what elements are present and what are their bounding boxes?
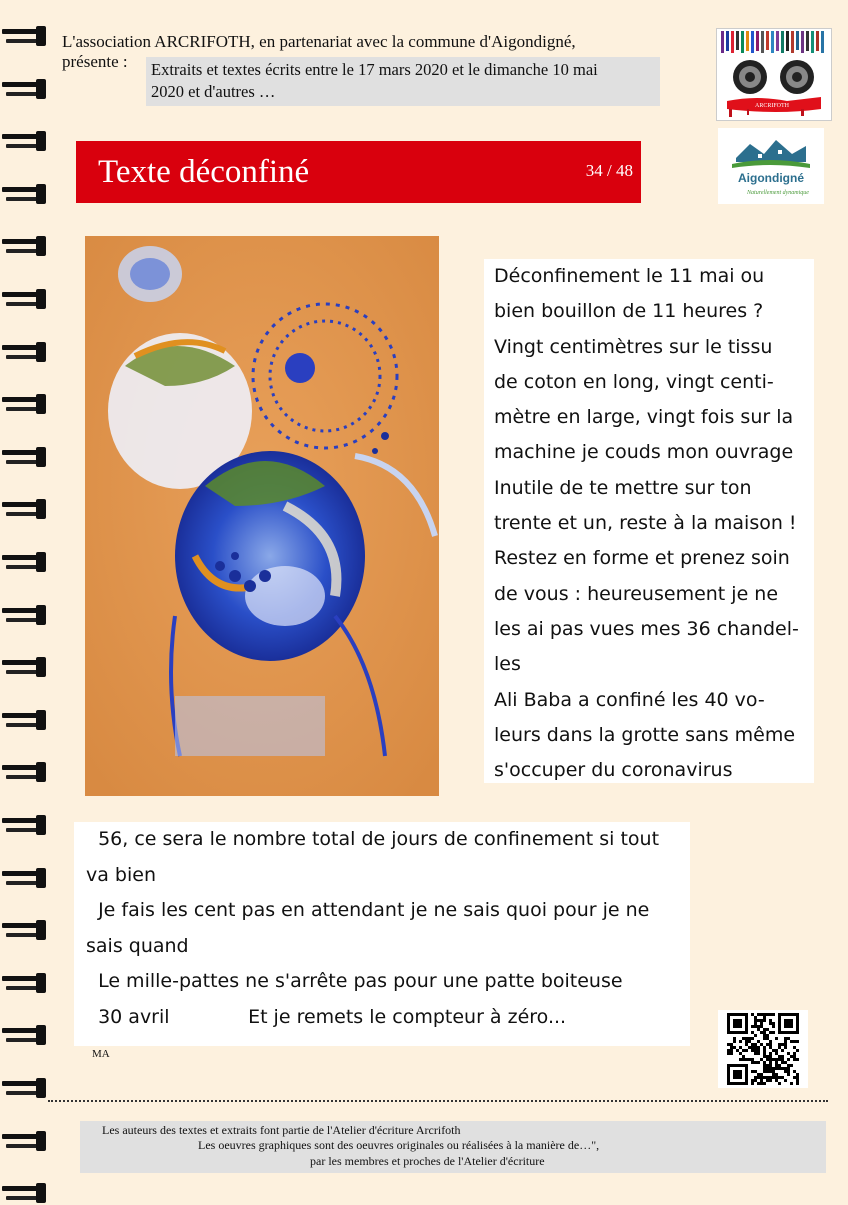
title-banner (76, 141, 641, 203)
binding-ring (2, 392, 48, 416)
aigondigne-logo (718, 128, 824, 204)
association-intro: L'association ARCRIFOTH, en partenariat avec la commune d'Aigondigné, (62, 32, 576, 51)
poem-line: les ai pas vues mes 36 chandel- (494, 617, 799, 640)
binding-ring (2, 77, 48, 101)
poem-line: s'occuper du coronavirus (494, 759, 733, 782)
poem-line: Restez en forme et prenez soin (494, 547, 790, 570)
binding-ring (2, 760, 48, 784)
binding-ring (2, 1023, 48, 1047)
binding-ring (2, 971, 48, 995)
binding-ring (2, 1076, 48, 1100)
pencils-graphic (721, 31, 824, 53)
binding-ring (2, 1181, 48, 1205)
binding-ring (2, 1129, 48, 1153)
poem-line: sais quand (86, 934, 189, 957)
camera-lens-icon (733, 60, 814, 94)
footer-line-2: Les oeuvres graphiques sont des oeuvres originales ou réalisées à la manière de…", (198, 1138, 600, 1152)
poem-line: trente et un, reste à la maison ! (494, 512, 797, 535)
author-initials: MA (92, 1048, 110, 1060)
binding-ring (2, 340, 48, 364)
binding-ring (2, 24, 48, 48)
extracts-box (146, 57, 660, 106)
aigondigne-tagline: Naturellement dynamique (747, 190, 809, 196)
presents-label: présente : (62, 52, 128, 71)
page-title: Texte déconfiné (98, 154, 310, 190)
poem-line: va bien (86, 863, 156, 886)
poem-line: Vingt centimètres sur le tissu (494, 335, 773, 358)
poem-line: les (494, 653, 521, 676)
poem-line: de vous : heureusement je ne (494, 582, 779, 605)
aigondigne-name: Aigondigné (738, 171, 804, 185)
poem-line: Ali Baba a confiné les 40 vo- (494, 688, 765, 711)
extracts-line-2: 2020 et d'autres … (151, 82, 276, 101)
binding-ring (2, 287, 48, 311)
binding-ring (2, 182, 48, 206)
extracts-line-1: Extraits et textes écrits entre le 17 mars 2020 et le dimanche 10 mai (151, 60, 598, 79)
binding-ring (2, 234, 48, 258)
poem-line: bien bouillon de 11 heures ? (494, 300, 764, 323)
arcrifoth-logo (716, 28, 832, 121)
poem-line: leurs dans la grotte sans même (494, 723, 796, 746)
binding-ring (2, 603, 48, 627)
binding-ring (2, 813, 48, 837)
binding-ring (2, 918, 48, 942)
binding-ring (2, 129, 48, 153)
poem-line: Déconfinement le 11 mai ou (494, 265, 765, 287)
page-number: 34 / 48 (585, 161, 633, 180)
footer-line-3: par les membres et proches de l'Atelier d'écriture (310, 1154, 545, 1168)
poem-line: machine je couds mon ouvrage (494, 441, 794, 464)
abstract-painting (85, 236, 439, 796)
binding-ring (2, 445, 48, 469)
poem-line: mètre en large, vingt fois sur la (494, 406, 794, 429)
binding-ring (2, 550, 48, 574)
poem-line: Le mille-pattes ne s'arrête pas pour une patte boiteuse (86, 970, 623, 993)
poem-line: Inutile de te mettre sur ton (494, 476, 752, 499)
poem-line: Je fais les cent pas en attendant je ne sais quoi pour je ne (86, 899, 650, 922)
poem-bottom-box (74, 822, 690, 1046)
binding-ring (2, 708, 48, 732)
dotted-divider (48, 1100, 828, 1102)
binding-ring (2, 497, 48, 521)
binding-ring (2, 655, 48, 679)
poem-right-box (484, 259, 814, 783)
poem-line: 30 avril Et je remets le compteur à zéro... (86, 1005, 567, 1028)
binding-ring (2, 866, 48, 890)
footer-line-1: Les auteurs des textes et extraits font partie de l'Atelier d'écriture Arcrifoth (102, 1123, 461, 1137)
poem-line: de coton en long, vingt centi- (494, 370, 774, 393)
arcrifoth-caption: ARCRIFOTH (755, 103, 790, 109)
houses-icon (736, 140, 806, 162)
footer-credits (80, 1121, 826, 1173)
qr-code[interactable] (718, 1010, 808, 1088)
spiral-binding (0, 0, 56, 1200)
poem-line: 56, ce sera le nombre total de jours de confinement si tout (86, 828, 660, 850)
